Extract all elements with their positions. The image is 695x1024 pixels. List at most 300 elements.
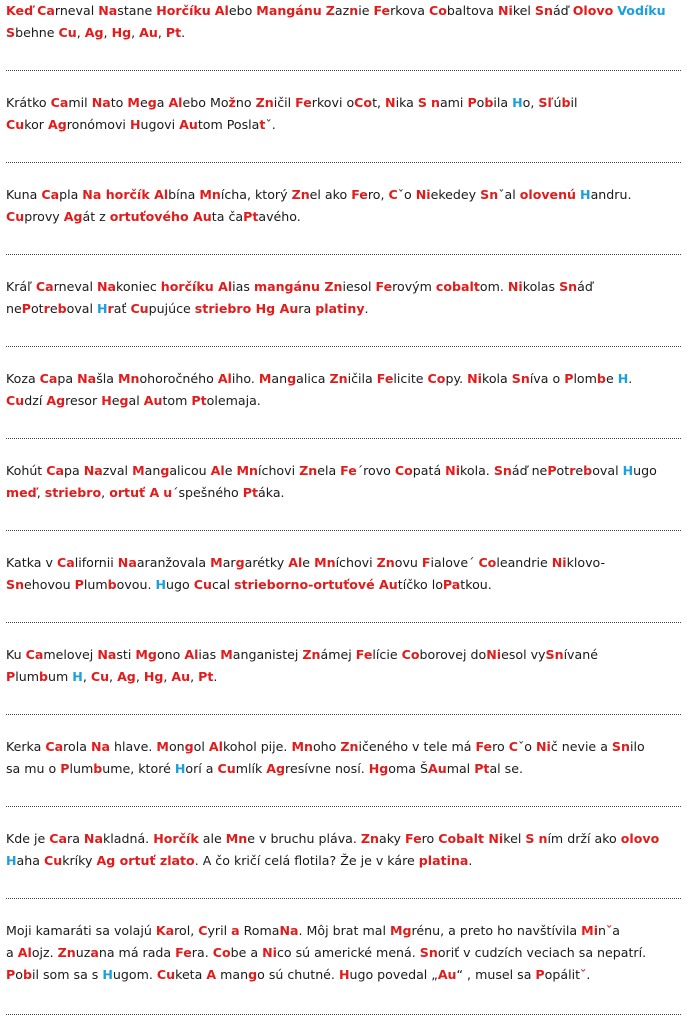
element-symbol: Mi xyxy=(581,923,599,938)
text-segment: ugo xyxy=(633,463,657,478)
text-segment: . xyxy=(468,853,473,868)
text-segment: sti xyxy=(116,647,136,662)
text-segment: ume, ktoré xyxy=(102,761,175,776)
hydrogen-symbol: H xyxy=(617,371,629,386)
hydrogen-symbol: H xyxy=(102,967,113,982)
element-symbol: Mn xyxy=(199,187,221,202)
element-symbol: S xyxy=(6,25,16,40)
text-segment: ugo xyxy=(166,577,194,592)
element-symbol: Au xyxy=(427,761,447,776)
dotted-answer-line xyxy=(6,162,681,163)
text-segment: . xyxy=(213,669,218,684)
element-symbol: Fe xyxy=(475,739,493,754)
text-segment: lum xyxy=(83,577,108,592)
text-segment: kríky xyxy=(62,853,97,868)
text-segment: rola xyxy=(63,739,91,754)
text-segment: licite xyxy=(393,371,428,386)
text-segment: al xyxy=(128,393,144,408)
element-symbol: Au xyxy=(143,393,163,408)
text-segment: a xyxy=(6,945,18,960)
element-symbol: Ni xyxy=(415,187,431,202)
element-symbol: Hg xyxy=(368,761,389,776)
element-symbol: Z xyxy=(325,3,335,18)
text-segment: ela xyxy=(317,463,341,478)
element-symbol: Zn xyxy=(340,739,359,754)
text-segment: lom xyxy=(573,371,597,386)
text-segment: e xyxy=(605,371,618,386)
element-symbol: Zn xyxy=(360,831,379,846)
text-segment: ičil xyxy=(273,95,296,110)
mnemonic-line xyxy=(6,390,686,412)
text-segment: an xyxy=(144,463,161,478)
element-symbol: n xyxy=(349,3,359,18)
element-symbol: Mn xyxy=(291,739,313,754)
element-symbol: M xyxy=(220,647,233,662)
text-segment: , xyxy=(103,25,112,40)
element-symbol: Sn xyxy=(493,463,512,478)
text-segment: ičeného v tele má xyxy=(358,739,476,754)
element-symbol: ˇ xyxy=(606,923,613,938)
text-segment: ím drží ako xyxy=(547,831,621,846)
text-segment: ugo povedal „ xyxy=(349,967,438,982)
element-symbol: b xyxy=(583,463,593,478)
text-segment: ot xyxy=(556,463,570,478)
element-symbol: Pt xyxy=(243,209,259,224)
element-symbol: r xyxy=(43,301,50,316)
text-segment: ebo xyxy=(228,3,257,18)
text-segment: kolas xyxy=(522,279,560,294)
mnemonic-line xyxy=(6,298,686,320)
element-symbol: Zn xyxy=(299,463,318,478)
text-segment: o, xyxy=(522,95,539,110)
dotted-answer-line xyxy=(6,714,681,715)
text-segment: ičila xyxy=(347,371,377,386)
element-symbol: b xyxy=(38,669,48,684)
text-segment: lície xyxy=(372,647,402,662)
text-segment: sa mu o xyxy=(6,761,61,776)
text-segment: anganistej xyxy=(232,647,303,662)
mnemonic-entry xyxy=(6,184,686,228)
element-symbol: Mn xyxy=(117,371,140,386)
element-symbol: Sľ xyxy=(538,95,554,110)
text-segment: č nevie a xyxy=(550,739,612,754)
element-symbol: Sn xyxy=(480,187,499,202)
text-segment: oval xyxy=(592,463,623,478)
element-symbol: Cu xyxy=(90,669,110,684)
text-segment: . A čo kričí celá flotila? Že je v káre xyxy=(194,853,419,868)
text-segment: ila xyxy=(493,95,513,110)
element-symbol: Ag xyxy=(47,117,67,132)
text-segment: Kohút xyxy=(6,463,47,478)
element-symbol: Ca xyxy=(49,831,68,846)
dotted-answer-line xyxy=(6,898,681,899)
text-segment: resor xyxy=(65,393,102,408)
mnemonic-line xyxy=(6,368,686,390)
mnemonic-line xyxy=(6,850,686,872)
element-symbol: Co xyxy=(212,945,231,960)
mnemonic-line xyxy=(6,552,686,574)
text-segment: , xyxy=(109,669,118,684)
element-symbol: P xyxy=(547,463,557,478)
element-symbol: Ca xyxy=(39,371,58,386)
element-symbol: striebro xyxy=(44,485,102,500)
dotted-answer-line xyxy=(6,254,681,255)
mnemonic-entry xyxy=(6,736,686,780)
element-symbol: horčíku Al xyxy=(160,279,233,294)
element-symbol: H xyxy=(101,393,112,408)
mnemonic-line xyxy=(6,460,686,482)
mnemonic-entry xyxy=(6,644,686,688)
text-segment: il som sa s xyxy=(31,967,103,982)
mnemonic-entry xyxy=(6,368,686,412)
mnemonic-entry xyxy=(6,920,686,986)
element-symbol: Co xyxy=(427,371,446,386)
element-symbol: Fe xyxy=(375,279,393,294)
text-segment: t, xyxy=(372,95,386,110)
element-symbol: Ca xyxy=(37,3,55,18)
element-symbol: b xyxy=(596,371,606,386)
mnemonic-line xyxy=(6,920,686,942)
text-segment: áď xyxy=(552,3,573,18)
mnemonic-line xyxy=(6,184,686,206)
text-segment: ot xyxy=(30,301,44,316)
text-segment: ono xyxy=(156,647,185,662)
text-segment: , xyxy=(157,25,166,40)
text-segment: “ , musel sa xyxy=(456,967,536,982)
text-segment: andru. xyxy=(590,187,632,202)
text-segment: pa xyxy=(57,371,78,386)
dotted-answer-line xyxy=(6,622,681,623)
element-symbol: Na xyxy=(98,3,118,18)
text-segment: lum xyxy=(15,669,39,684)
element-symbol: F xyxy=(421,555,431,570)
element-symbol: Na xyxy=(97,647,117,662)
text-segment: aky xyxy=(378,831,406,846)
text-segment: py. xyxy=(445,371,468,386)
element-symbol: b xyxy=(93,761,103,776)
element-symbol: Na xyxy=(83,463,103,478)
element-symbol: Ni xyxy=(551,555,567,570)
element-symbol: Cu xyxy=(193,577,212,592)
element-symbol: g xyxy=(248,967,258,982)
element-symbol: Hg xyxy=(143,669,164,684)
mnemonic-entry xyxy=(6,828,686,872)
text-segment: ať xyxy=(113,301,131,316)
text-segment: šla xyxy=(96,371,118,386)
element-symbol: Al xyxy=(168,95,183,110)
text-segment: Koza xyxy=(6,371,40,386)
text-segment: . xyxy=(364,301,369,316)
text-segment: rkova xyxy=(390,3,430,18)
element-symbol: Al xyxy=(184,647,199,662)
text-segment: e xyxy=(575,463,584,478)
element-symbol: H xyxy=(338,967,350,982)
element-symbol: P xyxy=(6,967,16,982)
element-symbol: Keď xyxy=(6,3,34,18)
text-segment: mal xyxy=(446,761,475,776)
text-segment: ˇ. xyxy=(265,117,276,132)
element-symbol: g xyxy=(235,555,245,570)
text-segment: kola xyxy=(481,371,512,386)
element-symbol: Sn xyxy=(534,3,553,18)
text-segment: kel xyxy=(503,831,526,846)
element-symbol: Al xyxy=(288,555,303,570)
element-symbol: a xyxy=(90,945,99,960)
text-segment: na má rada xyxy=(98,945,176,960)
element-symbol: Al xyxy=(214,3,229,18)
text-segment: patá xyxy=(412,463,446,478)
text-segment: orí a xyxy=(185,761,218,776)
mnemonic-line xyxy=(6,574,686,596)
element-symbol: Zn xyxy=(302,647,321,662)
text-segment: arétky xyxy=(244,555,289,570)
text-segment: , xyxy=(36,485,45,500)
mnemonic-line xyxy=(6,482,686,504)
element-symbol: Co xyxy=(394,463,413,478)
element-symbol: ž xyxy=(228,95,236,110)
text-segment: , xyxy=(131,25,140,40)
mnemonic-line xyxy=(6,666,686,688)
element-symbol: Ca xyxy=(46,463,64,478)
element-symbol: Fe xyxy=(376,371,394,386)
element-symbol: Co xyxy=(354,95,373,110)
dotted-answer-line xyxy=(6,806,681,807)
mnemonic-line xyxy=(6,964,686,986)
text-segment: no xyxy=(235,95,256,110)
element-symbol: Al xyxy=(210,463,225,478)
text-segment: tom Posla xyxy=(197,117,260,132)
text-segment: ícha, ktorý xyxy=(220,187,292,202)
element-symbol: C xyxy=(388,187,398,202)
text-segment: rovým xyxy=(392,279,436,294)
element-symbol: strieborno-ortuťové Au xyxy=(234,577,398,592)
text-segment: Moji kamaráti sa volajú xyxy=(6,923,156,938)
mnemonic-entry xyxy=(6,552,686,596)
element-symbol: Cu xyxy=(58,25,77,40)
text-segment: iesol xyxy=(342,279,376,294)
element-symbol: Co xyxy=(478,555,497,570)
text-segment: oval xyxy=(66,301,97,316)
element-symbol: olovo xyxy=(620,831,660,846)
text-segment: koniec xyxy=(116,279,161,294)
element-symbol: Fe xyxy=(295,95,312,110)
element-symbol: Fe xyxy=(373,3,391,18)
element-symbol: Na xyxy=(279,923,299,938)
text-segment: provy xyxy=(24,209,64,224)
text-segment: an xyxy=(271,371,288,386)
text-segment: o xyxy=(476,95,485,110)
text-segment: . xyxy=(181,25,186,40)
element-symbol: b xyxy=(57,301,67,316)
element-symbol: ortuť A xyxy=(109,485,160,500)
element-symbol: M xyxy=(127,95,140,110)
text-segment: ebo Mo xyxy=(182,95,229,110)
element-symbol: Ag xyxy=(46,393,66,408)
text-segment: ias xyxy=(198,647,221,662)
text-segment: n xyxy=(598,923,606,938)
text-segment: ugovi xyxy=(140,117,180,132)
element-symbol: Ag xyxy=(266,761,286,776)
element-symbol: Fe xyxy=(355,647,373,662)
mnemonic-entry xyxy=(6,460,686,504)
mnemonic-line xyxy=(6,736,686,758)
text-segment: ika xyxy=(395,95,418,110)
text-segment: olemaja. xyxy=(206,393,261,408)
element-symbol: Ka xyxy=(155,923,175,938)
element-symbol: platiny xyxy=(315,301,365,316)
text-segment: ˇo xyxy=(397,187,416,202)
element-symbol: Mn xyxy=(225,831,248,846)
text-segment: kola. xyxy=(460,463,494,478)
element-symbol: P xyxy=(535,967,545,982)
element-symbol: M xyxy=(258,371,272,386)
element-symbol: Ca xyxy=(41,187,60,202)
text-segment: hlave. xyxy=(109,739,157,754)
text-segment: , xyxy=(163,669,172,684)
text-segment: tkou. xyxy=(460,577,492,592)
hydrogen-symbol: H xyxy=(97,301,108,316)
element-symbol: g xyxy=(287,371,297,386)
mnemonic-entry xyxy=(6,276,686,320)
text-segment: Kuna xyxy=(6,187,42,202)
text-segment: zval xyxy=(102,463,133,478)
element-symbol: Ni xyxy=(486,647,502,662)
text-segment: . xyxy=(586,967,591,982)
element-symbol: C xyxy=(198,923,208,938)
text-segment: e v bruchu pláva. xyxy=(247,831,361,846)
element-symbol: Ca xyxy=(56,555,75,570)
text-segment: kladná. xyxy=(102,831,154,846)
text-segment: avého. xyxy=(258,209,301,224)
text-segment: . xyxy=(628,371,633,386)
element-symbol: striebro Hg Au xyxy=(194,301,299,316)
text-segment: ra xyxy=(67,831,84,846)
text-segment: stane xyxy=(117,3,157,18)
element-symbol: Al xyxy=(217,371,232,386)
element-symbol: Zn xyxy=(329,371,348,386)
element-symbol: Zn xyxy=(376,555,395,570)
text-segment: áď ne xyxy=(511,463,548,478)
element-symbol: Mg xyxy=(135,647,157,662)
element-symbol: Cu xyxy=(6,393,25,408)
element-symbol: g xyxy=(160,463,170,478)
hydrogen-symbol: H xyxy=(174,761,186,776)
element-symbol: P xyxy=(564,371,574,386)
element-symbol: Ca xyxy=(50,95,69,110)
element-symbol: Ag xyxy=(117,669,136,684)
element-symbol: Sn xyxy=(6,577,25,592)
text-segment: iho. xyxy=(231,371,259,386)
dotted-answer-line xyxy=(6,346,681,347)
text-segment: tíčko lo xyxy=(397,577,443,592)
element-symbol: Horčíku xyxy=(156,3,211,18)
text-segment: ne xyxy=(6,301,22,316)
text-segment: mil xyxy=(68,95,92,110)
text-segment: ilo xyxy=(629,739,645,754)
element-symbol: Zn xyxy=(57,945,76,960)
text-segment: tom xyxy=(162,393,192,408)
element-symbol: g xyxy=(119,393,129,408)
element-symbol: Ca xyxy=(45,739,64,754)
text-segment: ámej xyxy=(320,647,356,662)
text-segment: ugom. xyxy=(112,967,157,982)
mnemonic-line xyxy=(6,206,686,228)
mnemonic-line xyxy=(6,92,686,114)
text-segment: be a xyxy=(230,945,263,960)
hydrogen-symbol: H xyxy=(72,669,83,684)
element-symbol: b xyxy=(484,95,494,110)
text-segment: ovou. xyxy=(116,577,156,592)
text-segment: pla xyxy=(59,187,83,202)
mnemonic-entry xyxy=(6,92,686,136)
element-symbol: Cobalt Ni xyxy=(438,831,504,846)
text-segment: al se. xyxy=(489,761,523,776)
element-symbol: M xyxy=(210,555,223,570)
element-symbol: Pt xyxy=(474,761,490,776)
text-segment: ra xyxy=(298,301,316,316)
text-segment: aranžovala xyxy=(136,555,211,570)
element-symbol: Fe xyxy=(351,187,368,202)
text-segment: ojz. xyxy=(31,945,58,960)
mnemonic-line xyxy=(6,828,686,850)
text-segment: ro xyxy=(492,739,509,754)
text-segment: e xyxy=(224,463,237,478)
element-symbol: M xyxy=(132,463,145,478)
element-symbol: Ni xyxy=(497,3,513,18)
text-segment: a xyxy=(156,95,169,110)
element-symbol: Mn xyxy=(236,463,259,478)
text-segment: on xyxy=(168,739,185,754)
mnemonic-line xyxy=(6,276,686,298)
text-segment: el ako xyxy=(309,187,352,202)
text-segment: il xyxy=(570,95,578,110)
dotted-answer-line xyxy=(6,70,681,71)
element-symbol: Zn xyxy=(291,187,310,202)
element-symbol: Fe xyxy=(340,463,357,478)
text-segment: ra. xyxy=(191,945,213,960)
element-symbol: u xyxy=(163,485,173,500)
text-segment: leandrie xyxy=(496,555,552,570)
hydrogen-symbol: H xyxy=(155,577,167,592)
element-symbol: g xyxy=(147,95,157,110)
element-symbol: n xyxy=(430,95,440,110)
element-symbol: Sn xyxy=(545,647,564,662)
element-symbol: Pt xyxy=(198,669,214,684)
text-segment: rneval xyxy=(53,279,97,294)
text-segment: kor xyxy=(24,117,48,132)
text-segment: mlík xyxy=(235,761,267,776)
text-segment: ekedey xyxy=(430,187,481,202)
mnemonic-line xyxy=(6,644,686,666)
element-symbol: S xyxy=(525,831,535,846)
element-symbol: Ca xyxy=(35,279,54,294)
text-segment: opálit xyxy=(544,967,581,982)
text-segment: oriť v cudzích veciach sa nepatrí. xyxy=(437,945,647,960)
element-symbol: N xyxy=(385,95,396,110)
text-segment: . Môj brat mal xyxy=(298,923,390,938)
text-segment: ias xyxy=(232,279,254,294)
text-segment: kel xyxy=(512,3,535,18)
text-segment: ar xyxy=(222,555,236,570)
text-segment: , xyxy=(101,485,110,500)
text-segment: esol vy xyxy=(501,647,546,662)
text-segment: ami xyxy=(439,95,468,110)
text-segment: a xyxy=(612,923,621,938)
element-symbol: Sn xyxy=(419,945,438,960)
text-segment: ro, xyxy=(367,187,389,202)
element-symbol: Cu xyxy=(6,209,25,224)
element-symbol: ortuťového Au xyxy=(109,209,212,224)
